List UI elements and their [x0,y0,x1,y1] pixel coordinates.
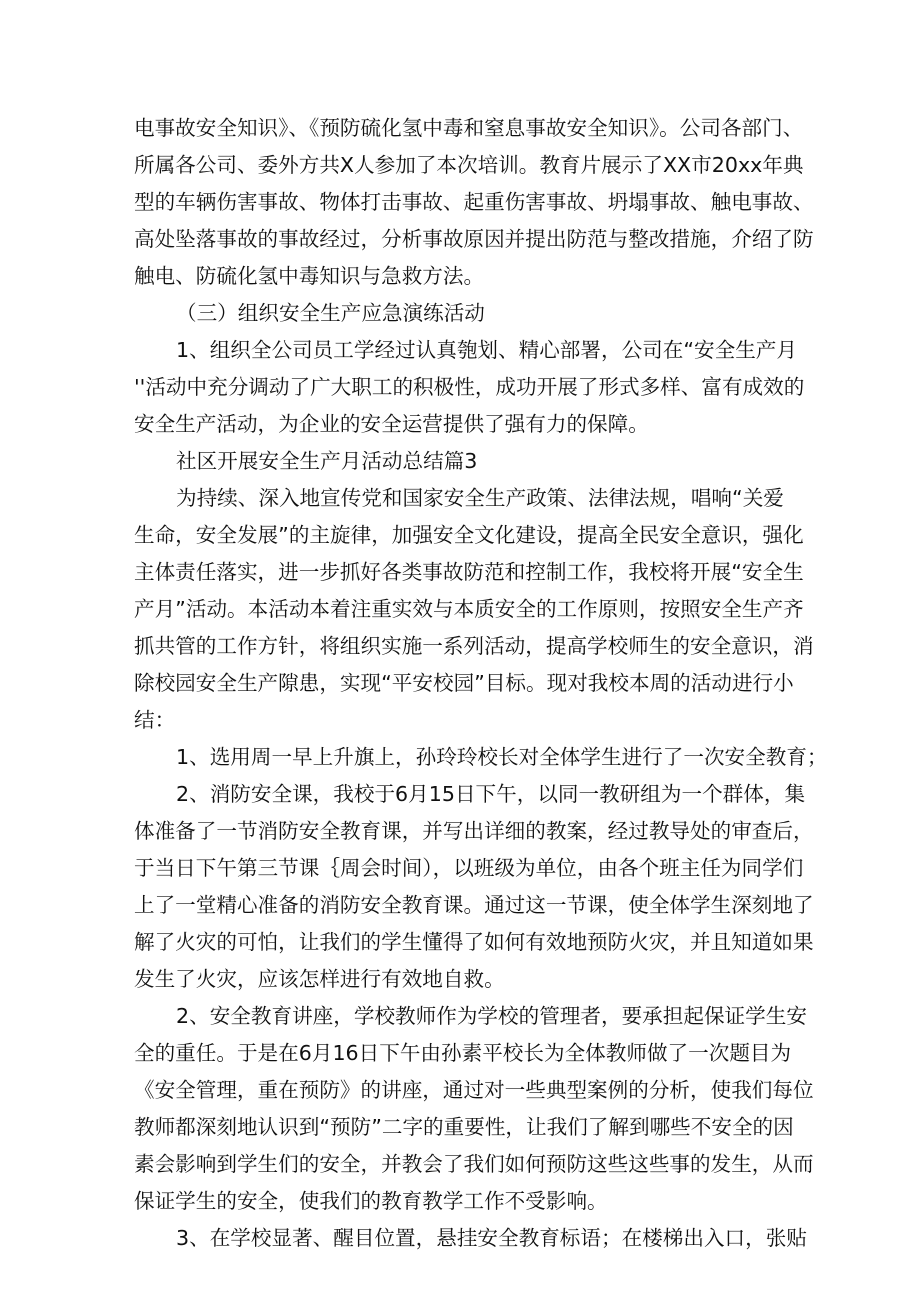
paragraph-line: 安全生产活动，为企业的安全运营提供了强有力的保障。 [134,412,649,436]
paragraph-line: 生命，安全发展”的主旋律，加强安全文化建设，提高全民安全意识，强化 [134,523,804,547]
paragraph-line: 触电、防硫化氢中毒知识与急救方法。 [134,264,485,288]
paragraph-line: 电事故安全知识》、《预防硫化氢中毒和窒息事故安全知识》。公司各部门、 [134,116,804,140]
paragraph-line: 2、消防安全课，我校于6月15日下午，以同一教研组为一个群体，集 [176,782,806,806]
paragraph-line: 素会影响到学生们的安全，并教会了我们如何预防这些这些事的发生，从而 [134,1152,814,1176]
paragraph-line: 上了一堂精心准备的消防安全教育课。通过这一节课，使全体学生深刻地了 [134,893,814,917]
paragraph-line: 教师都深刻地认识到“预防”二字的重要性，让我们了解到哪些不安全的因 [134,1115,794,1139]
paragraph-line: 抓共管的工作方针，将组织实施一系列活动，提高学校师生的安全意识，消 [134,634,814,658]
paragraph-line: 所属各公司、委外方共X人参加了本次培训。教育片展示了XX市20xx年典 [134,153,804,177]
paragraph-line: 全的重任。于是在6月16日下午由孙素平校长为全体教师做了一次题目为 [134,1041,792,1065]
paragraph-line: 主体责任落实，进一步抓好各类事故防范和控制工作，我校将开展“安全生 [134,560,804,584]
paragraph-line: ''活动中充分调动了广大职工的积极性，成功开展了形式多样、富有成效的 [134,375,805,399]
paragraph-line: 3、在学校显著、醒目位置，悬挂安全教育标语；在楼梯出入口，张贴 [176,1226,807,1250]
paragraph-line: 产月”活动。本活动本着注重实效与本质安全的工作原则，按照安全生产齐 [134,597,804,621]
paragraph-line: 除校园安全生产隙患，实现“平安校园”目标。现对我校本周的活动进行小 [134,671,794,695]
paragraph-line: 高处坠落事故的事故经过，分析事故原因并提出防范与整改措施，介绍了防 [134,227,814,251]
paragraph-line: 发生了火灾，应该怎样进行有效地自救。 [134,967,505,991]
paragraph-line: 体准备了一节消防安全教育课，并写出详细的教案，经过教导处的审查后， [134,819,814,843]
paragraph-line: 为持续、深入地宣传党和国家安全生产政策、法律法规，唱响“关爱 [176,486,784,510]
paragraph-line: 于当日下午第三节课｛周会时间），以班级为单位，由各个班主任为同学们 [134,856,804,880]
paragraph-line: 结： [134,708,176,732]
paragraph-line: 保证学生的安全，使我们的教育教学工作不受影响。 [134,1189,608,1213]
paragraph-line: 型的车辆伤害事故、物体打击事故、起重伤害事故、坍塌事故、触电事故、 [134,190,814,214]
section-heading: （三）组织安全生产应急演练活动 [176,301,485,325]
paragraph-line: 解了火灾的可怕，让我们的学生懂得了如何有效地预防火灾，并且知道如果 [134,930,814,954]
paragraph-line: 1、选用周一早上升旗上，孙玲玲校长对全体学生进行了一次安全教育； [176,745,828,769]
paragraph-line: 2、安全教育讲座，学校教师作为学校的管理者，要承担起保证学生安 [176,1004,807,1028]
paragraph-line: 《安全管理，重在预防》的讲座，通过对一些典型案例的分析，使我们每位 [134,1078,814,1102]
paragraph-line: 1、组织全公司员工学经过认真匏划、精心部署，公司在“安全生产月 [176,338,797,362]
article-title: 社区开展安全生产月活动总结篇3 [176,449,478,473]
